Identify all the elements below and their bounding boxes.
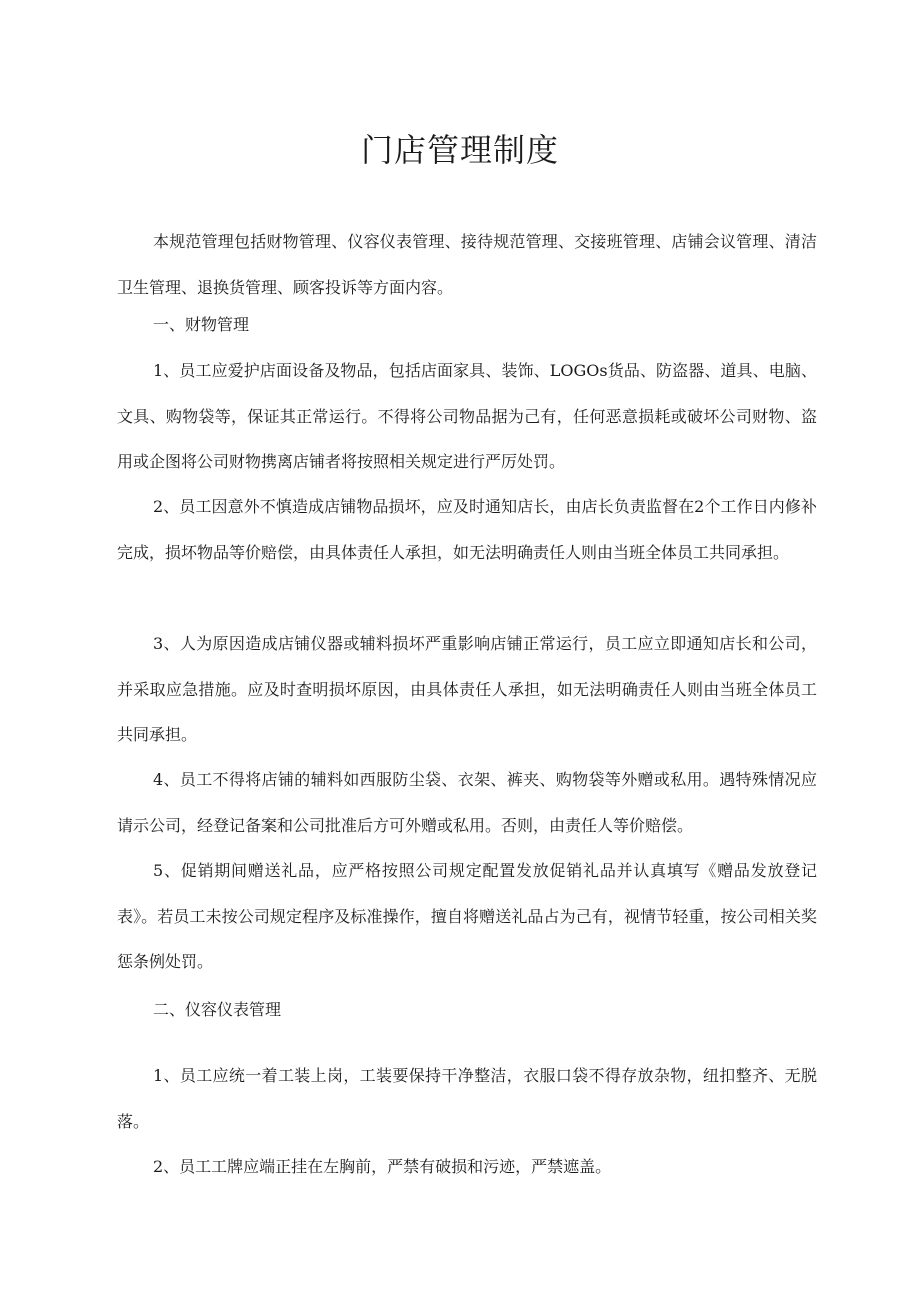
finance-item-4: 4、员工不得将店铺的辅料如西服防尘袋、衣架、裤夹、购物袋等外赠或私用。遇特殊情况应请示公司，经登记备案和公司批准后方可外赠或私用。否则，由责任人等价赔偿。	[117, 770, 817, 835]
appearance-item-1: 1、员工应统一着工装上岗，工装要保持干净整洁，衣服口袋不得存放杂物，纽扣整齐、无脱落。	[117, 1066, 817, 1131]
finance-item-3: 3、人为原因造成店铺仪器或辅料损坏严重影响店铺正常运行，员工应立即通知店长和公司，并采取应急措施。应及时查明损坏原因，由具体责任人承担，如无法明确责任人则由当班全体员工共同承担。	[117, 634, 817, 745]
finance-item-5: 5、促销期间赠送礼品，应严格按照公司规定配置发放促销礼品并认真填写《赠品发放登记表》。若员工未按公司规定程序及标准操作，擅自将赠送礼品占为己有，视情节轻重，按公司相关奖惩条例处罚。	[117, 861, 817, 972]
section-heading-finance: 一、财物管理	[153, 315, 250, 334]
intro-paragraph: 本规范管理包括财物管理、仪容仪表管理、接待规范管理、交接班管理、店铺会议管理、清洁卫生管理、退换货管理、顾客投诉等方面内容。	[117, 232, 817, 297]
finance-item-1: 1、员工应爱护店面设备及物品，包括店面家具、装饰、LOGOs货品、防盗器、道具、电脑、文具、购物袋等，保证其正常运行。不得将公司物品据为己有，任何恶意损耗或破坏公司财物、盗用或企图将公司财物携离店铺者将按照相关规定进行严厉处罚。	[117, 361, 817, 472]
finance-item-2: 2、员工因意外不慎造成店铺物品损坏，应及时通知店长，由店长负责监督在2个工作日内修补完成，损坏物品等价赔偿，由具体责任人承担，如无法明确责任人则由当班全体员工共同承担。	[117, 497, 817, 562]
appearance-item-2: 2、员工工牌应端正挂在左胸前，严禁有破损和污迹，严禁遮盖。	[153, 1157, 612, 1176]
document-title: 门店管理制度	[360, 131, 559, 169]
section-heading-appearance: 二、仪容仪表管理	[153, 1000, 282, 1019]
